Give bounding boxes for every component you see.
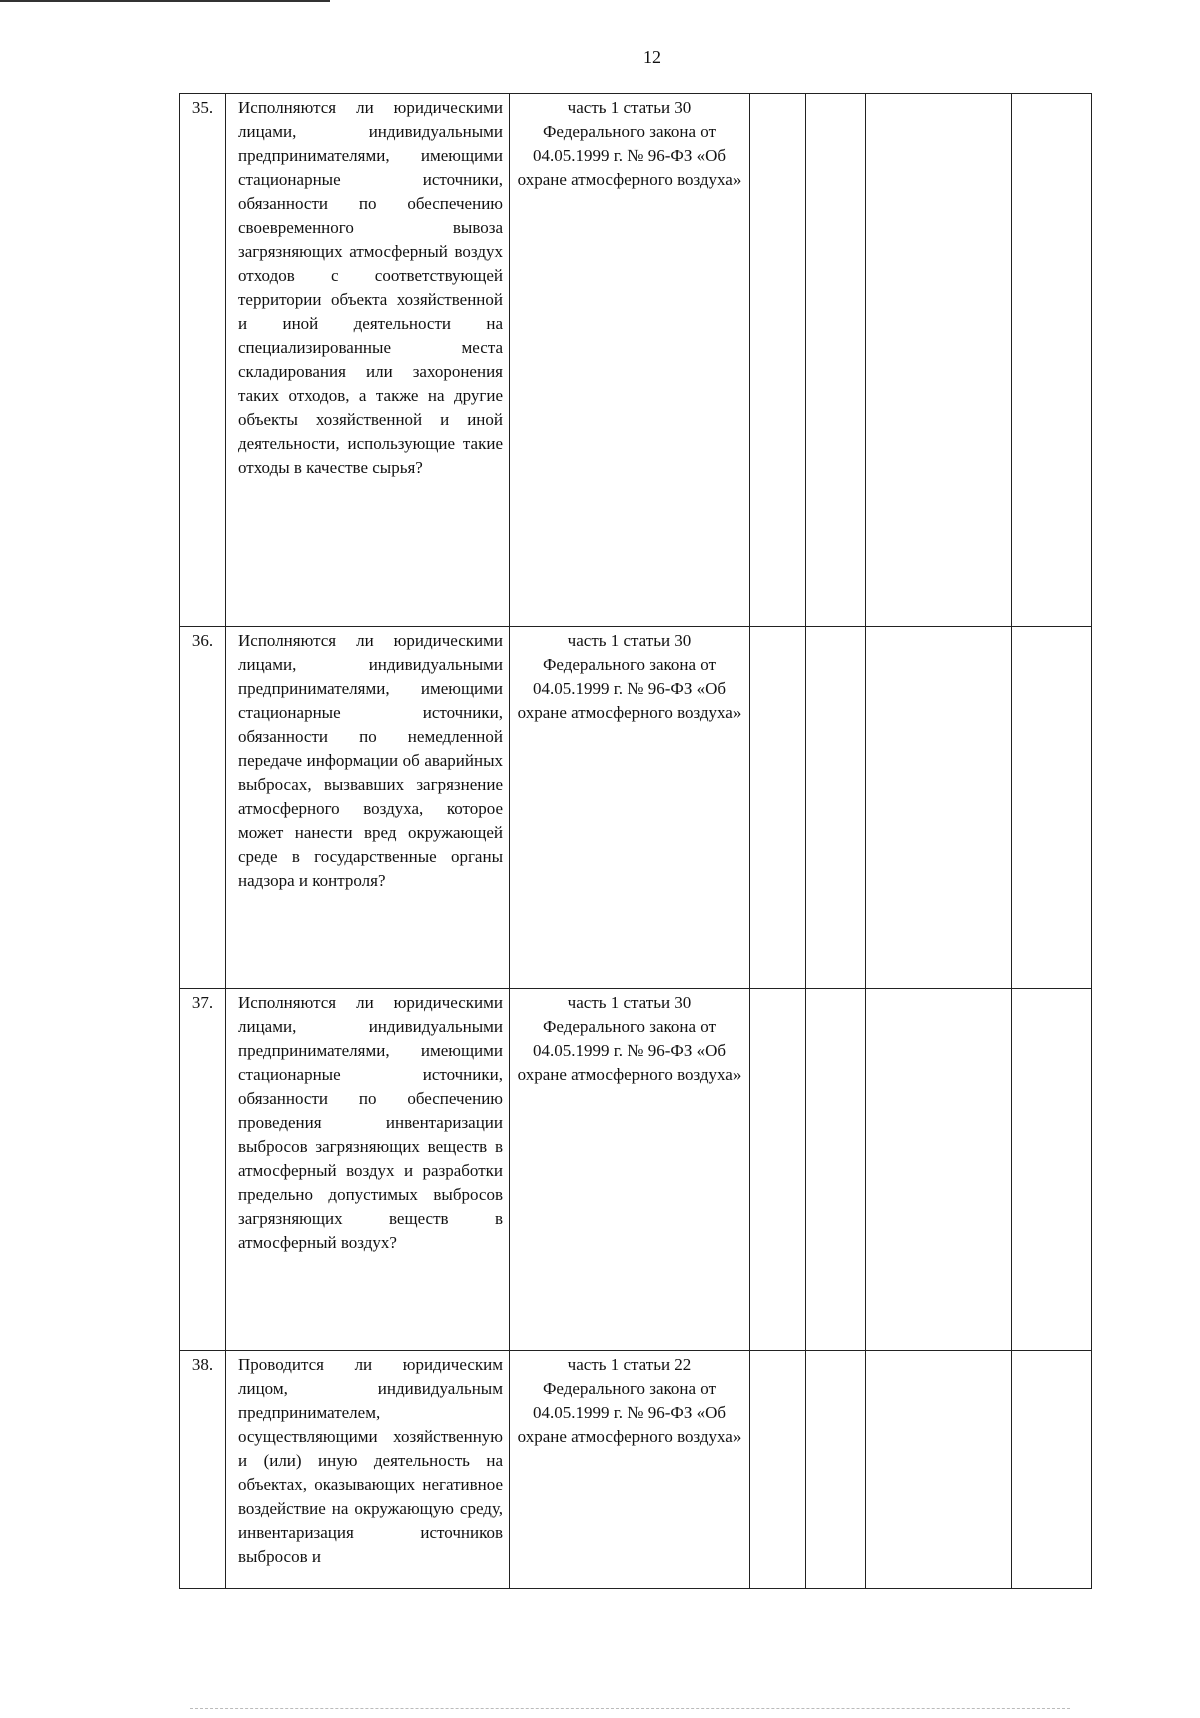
note-cell[interactable] <box>1012 989 1092 1351</box>
answer-cell-not-applicable[interactable] <box>866 989 1012 1351</box>
scan-top-rule <box>0 0 330 2</box>
page-number: 12 <box>643 47 661 67</box>
table-row <box>180 94 1092 627</box>
question-text: Исполняются ли юридическими лицами, индивидуальными предпринимателями, имеющими стационарные источники, обязанности по обеспечению проведения инвентаризации выбросов загрязняющих веществ в атмосферный воздух и разработки предельно допустимых выбросов загрязняющих веществ в атмосферный воздух? <box>226 989 510 1351</box>
scan-bottom-marks <box>190 1708 1070 1713</box>
answer-cell-no[interactable] <box>806 989 866 1351</box>
row-number: 35. <box>180 94 226 627</box>
note-cell[interactable] <box>1012 94 1092 627</box>
legal-basis: часть 1 статьи 30 Федерального закона от 04.05.1999 г. № 96-ФЗ «Об охране атмосферного воздуха» <box>510 94 750 627</box>
answer-cell-yes[interactable] <box>750 1351 806 1589</box>
question-text: Проводится ли юридическим лицом, индивидуальным предпринимателем, осуществляющими хозяйственную и (или) иную деятельность на объектах, оказывающих негативное воздействие на окружающую среду, инвентаризация источников выбросов и <box>226 1351 510 1589</box>
answer-cell-no[interactable] <box>806 627 866 989</box>
table-row <box>180 989 1092 1351</box>
legal-basis: часть 1 статьи 22 Федерального закона от 04.05.1999 г. № 96-ФЗ «Об охране атмосферного воздуха» <box>510 1351 750 1589</box>
question-text: Исполняются ли юридическими лицами, индивидуальными предпринимателями, имеющими стационарные источники, обязанности по немедленной передаче информации об аварийных выбросах, вызвавших загрязнение атмосферного воздуха, которое может нанести вред окружающей среде в государственные органы надзора и контроля? <box>226 627 510 989</box>
answer-cell-yes[interactable] <box>750 627 806 989</box>
checklist-table <box>179 93 1092 1589</box>
answer-cell-yes[interactable] <box>750 989 806 1351</box>
row-number: 36. <box>180 627 226 989</box>
answer-cell-not-applicable[interactable] <box>866 1351 1012 1589</box>
answer-cell-not-applicable[interactable] <box>866 94 1012 627</box>
question-text: Исполняются ли юридическими лицами, индивидуальными предпринимателями, имеющими стационарные источники, обязанности по обеспечению своевременного вывоза загрязняющих атмосферный воздух отходов с соответствующей территории объекта хозяйственной и иной деятельности на специализированные места складирования или захоронения таких отходов, а также на другие объекты хозяйственной и иной деятельности, использующие такие отходы в качестве сырья? <box>226 94 510 627</box>
answer-cell-not-applicable[interactable] <box>866 627 1012 989</box>
answer-cell-no[interactable] <box>806 1351 866 1589</box>
row-number: 37. <box>180 989 226 1351</box>
answer-cell-no[interactable] <box>806 94 866 627</box>
table-row <box>180 627 1092 989</box>
note-cell[interactable] <box>1012 1351 1092 1589</box>
legal-basis: часть 1 статьи 30 Федерального закона от 04.05.1999 г. № 96-ФЗ «Об охране атмосферного воздуха» <box>510 989 750 1351</box>
note-cell[interactable] <box>1012 627 1092 989</box>
legal-basis: часть 1 статьи 30 Федерального закона от 04.05.1999 г. № 96-ФЗ «Об охране атмосферного воздуха» <box>510 627 750 989</box>
answer-cell-yes[interactable] <box>750 94 806 627</box>
table-row <box>180 1351 1092 1589</box>
row-number: 38. <box>180 1351 226 1589</box>
